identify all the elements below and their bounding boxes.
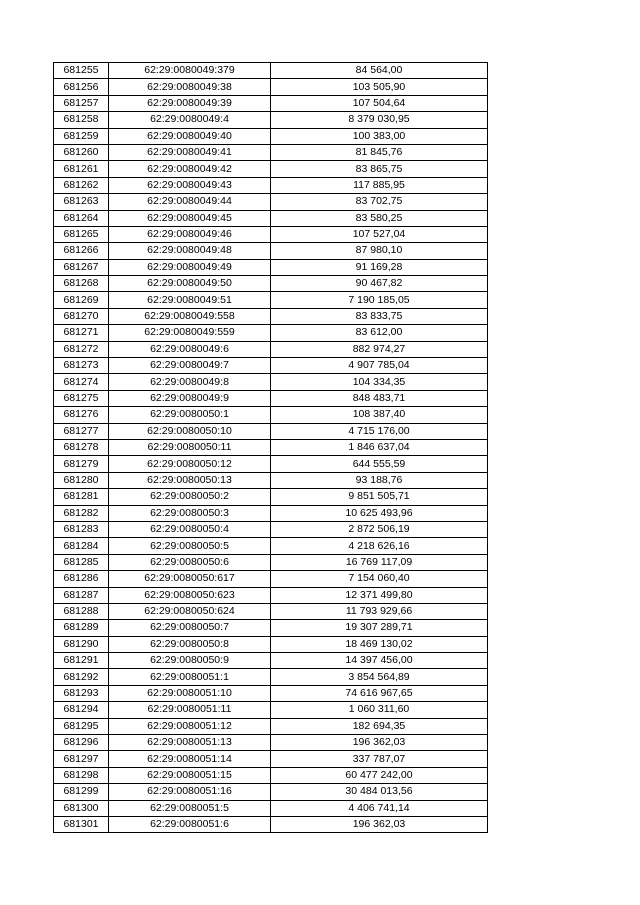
cadastral-value-cell: 4 715 176,00 [271,423,488,439]
row-number-cell: 681299 [54,784,109,800]
cadastral-number-cell: 62:29:0080050:10 [109,423,271,439]
row-number-cell: 681277 [54,423,109,439]
cadastral-value-cell: 117 885,95 [271,177,488,193]
table-row [54,79,488,95]
table-row [54,800,488,816]
row-number-cell: 681269 [54,292,109,308]
cadastral-value-cell: 107 527,04 [271,226,488,242]
row-number-cell: 681292 [54,669,109,685]
table-row [54,358,488,374]
cadastral-number-cell: 62:29:0080049:6 [109,341,271,357]
cadastral-number-cell: 62:29:0080051:11 [109,702,271,718]
row-number-cell: 681290 [54,636,109,652]
table-row [54,735,488,751]
row-number-cell: 681287 [54,587,109,603]
cadastral-value-cell: 12 371 499,80 [271,587,488,603]
row-number-cell: 681300 [54,800,109,816]
table-row [54,128,488,144]
table-row [54,308,488,324]
cadastral-number-cell: 62:29:0080049:41 [109,144,271,160]
row-number-cell: 681297 [54,751,109,767]
row-number-cell: 681280 [54,472,109,488]
table-row [54,374,488,390]
row-number-cell: 681261 [54,161,109,177]
cadastral-number-cell: 62:29:0080050:13 [109,472,271,488]
cadastral-number-cell: 62:29:0080049:48 [109,243,271,259]
table-row [54,161,488,177]
cadastral-value-cell: 19 307 289,71 [271,620,488,636]
cadastral-number-cell: 62:29:0080050:4 [109,521,271,537]
table-row [54,587,488,603]
cadastral-number-cell: 62:29:0080051:5 [109,800,271,816]
row-number-cell: 681268 [54,276,109,292]
table-row [54,554,488,570]
cadastral-value-cell: 107 504,64 [271,95,488,111]
cadastral-value-cell: 196 362,03 [271,816,488,832]
row-number-cell: 681278 [54,439,109,455]
table-row [54,292,488,308]
cadastral-number-cell: 62:29:0080049:43 [109,177,271,193]
cadastral-number-cell: 62:29:0080050:624 [109,603,271,619]
table-row [54,489,488,505]
cadastral-number-cell: 62:29:0080051:15 [109,767,271,783]
table-row [54,767,488,783]
cadastral-value-cell: 91 169,28 [271,259,488,275]
cadastral-number-cell: 62:29:0080050:5 [109,538,271,554]
table-body [54,63,488,833]
table-row [54,571,488,587]
row-number-cell: 681301 [54,816,109,832]
cadastral-value-cell: 18 469 130,02 [271,636,488,652]
row-number-cell: 681262 [54,177,109,193]
row-number-cell: 681263 [54,194,109,210]
table-row [54,685,488,701]
cadastral-number-cell: 62:29:0080050:623 [109,587,271,603]
cadastral-number-cell: 62:29:0080049:558 [109,308,271,324]
cadastral-number-cell: 62:29:0080051:10 [109,685,271,701]
cadastral-number-cell: 62:29:0080049:46 [109,226,271,242]
cadastral-number-cell: 62:29:0080049:42 [109,161,271,177]
cadastral-number-cell: 62:29:0080050:3 [109,505,271,521]
row-number-cell: 681282 [54,505,109,521]
row-number-cell: 681298 [54,767,109,783]
cadastral-number-cell: 62:29:0080050:8 [109,636,271,652]
row-number-cell: 681286 [54,571,109,587]
row-number-cell: 681284 [54,538,109,554]
cadastral-number-cell: 62:29:0080049:45 [109,210,271,226]
row-number-cell: 681276 [54,407,109,423]
row-number-cell: 681296 [54,735,109,751]
cadastral-value-cell: 848 483,71 [271,390,488,406]
row-number-cell: 681257 [54,95,109,111]
table-row [54,423,488,439]
table-row [54,636,488,652]
cadastral-number-cell: 62:29:0080051:6 [109,816,271,832]
table-row [54,407,488,423]
row-number-cell: 681265 [54,226,109,242]
table-row [54,603,488,619]
cadastral-value-cell: 30 484 013,56 [271,784,488,800]
table-row [54,112,488,128]
row-number-cell: 681258 [54,112,109,128]
cadastral-value-cell: 93 188,76 [271,472,488,488]
cadastral-number-cell: 62:29:0080049:7 [109,358,271,374]
cadastral-number-cell: 62:29:0080050:6 [109,554,271,570]
row-number-cell: 681289 [54,620,109,636]
row-number-cell: 681285 [54,554,109,570]
row-number-cell: 681273 [54,358,109,374]
cadastral-value-cell: 882 974,27 [271,341,488,357]
cadastral-value-cell: 182 694,35 [271,718,488,734]
table-row [54,325,488,341]
cadastral-number-cell: 62:29:0080051:14 [109,751,271,767]
cadastral-value-cell: 4 218 626,16 [271,538,488,554]
cadastral-number-cell: 62:29:0080050:617 [109,571,271,587]
table-row [54,226,488,242]
table-row [54,144,488,160]
table-row [54,702,488,718]
row-number-cell: 681267 [54,259,109,275]
table-row [54,718,488,734]
cadastral-value-cell: 14 397 456,00 [271,653,488,669]
row-number-cell: 681279 [54,456,109,472]
row-number-cell: 681272 [54,341,109,357]
cadastral-value-cell: 81 845,76 [271,144,488,160]
cadastral-value-cell: 83 833,75 [271,308,488,324]
cadastral-value-cell: 83 580,25 [271,210,488,226]
table-row [54,472,488,488]
cadastral-value-cell: 87 980,10 [271,243,488,259]
row-number-cell: 681264 [54,210,109,226]
cadastral-value-cell: 83 702,75 [271,194,488,210]
table-row [54,259,488,275]
cadastral-number-cell: 62:29:0080049:559 [109,325,271,341]
row-number-cell: 681281 [54,489,109,505]
cadastral-value-cell: 83 612,00 [271,325,488,341]
cadastral-value-cell: 4 406 741,14 [271,800,488,816]
row-number-cell: 681260 [54,144,109,160]
cadastral-number-cell: 62:29:0080049:9 [109,390,271,406]
row-number-cell: 681255 [54,63,109,79]
cadastral-value-cell: 1 846 637,04 [271,439,488,455]
cadastral-value-cell: 4 907 785,04 [271,358,488,374]
row-number-cell: 681275 [54,390,109,406]
cadastral-number-cell: 62:29:0080050:12 [109,456,271,472]
cadastral-value-cell: 84 564,00 [271,63,488,79]
row-number-cell: 681293 [54,685,109,701]
cadastral-value-cell: 8 379 030,95 [271,112,488,128]
cadastral-value-cell: 1 060 311,60 [271,702,488,718]
cadastral-number-cell: 62:29:0080049:4 [109,112,271,128]
cadastral-number-cell: 62:29:0080050:2 [109,489,271,505]
cadastral-number-cell: 62:29:0080050:1 [109,407,271,423]
cadastral-number-cell: 62:29:0080049:49 [109,259,271,275]
table-row [54,341,488,357]
table-row [54,95,488,111]
cadastral-value-cell: 104 334,35 [271,374,488,390]
cadastral-number-cell: 62:29:0080051:1 [109,669,271,685]
table-row [54,505,488,521]
row-number-cell: 681291 [54,653,109,669]
cadastral-number-cell: 62:29:0080049:50 [109,276,271,292]
cadastral-number-cell: 62:29:0080049:379 [109,63,271,79]
table-row [54,538,488,554]
cadastral-value-cell: 11 793 929,66 [271,603,488,619]
table-row [54,669,488,685]
table-row [54,653,488,669]
cadastral-number-cell: 62:29:0080049:51 [109,292,271,308]
cadastral-value-cell: 7 190 185,05 [271,292,488,308]
cadastral-value-cell: 3 854 564,89 [271,669,488,685]
cadastral-value-cell: 337 787,07 [271,751,488,767]
cadastral-number-cell: 62:29:0080049:44 [109,194,271,210]
table-row [54,243,488,259]
cadastral-number-cell: 62:29:0080049:40 [109,128,271,144]
cadastral-number-cell: 62:29:0080049:38 [109,79,271,95]
table-row [54,194,488,210]
cadastral-value-cell: 90 467,82 [271,276,488,292]
row-number-cell: 681259 [54,128,109,144]
row-number-cell: 681270 [54,308,109,324]
table-row [54,751,488,767]
row-number-cell: 681294 [54,702,109,718]
cadastral-value-cell: 103 505,90 [271,79,488,95]
row-number-cell: 681256 [54,79,109,95]
cadastral-value-cell: 100 383,00 [271,128,488,144]
cadastral-value-cell: 196 362,03 [271,735,488,751]
cadastral-value-cell: 74 616 967,65 [271,685,488,701]
table-row [54,521,488,537]
cadastral-number-cell: 62:29:0080049:39 [109,95,271,111]
table-row [54,456,488,472]
cadastral-number-cell: 62:29:0080051:12 [109,718,271,734]
cadastral-number-cell: 62:29:0080051:13 [109,735,271,751]
cadastral-number-cell: 62:29:0080050:9 [109,653,271,669]
row-number-cell: 681266 [54,243,109,259]
row-number-cell: 681274 [54,374,109,390]
row-number-cell: 681295 [54,718,109,734]
cadastral-value-cell: 9 851 505,71 [271,489,488,505]
table-row [54,177,488,193]
table-row [54,816,488,832]
row-number-cell: 681283 [54,521,109,537]
cadastral-number-cell: 62:29:0080050:11 [109,439,271,455]
cadastral-number-cell: 62:29:0080050:7 [109,620,271,636]
cadastral-number-cell: 62:29:0080049:8 [109,374,271,390]
table-row [54,439,488,455]
cadastral-value-cell: 16 769 117,09 [271,554,488,570]
cadastral-value-cell: 10 625 493,96 [271,505,488,521]
cadastral-value-table [53,62,488,833]
cadastral-number-cell: 62:29:0080051:16 [109,784,271,800]
cadastral-value-cell: 644 555,59 [271,456,488,472]
cadastral-value-cell: 60 477 242,00 [271,767,488,783]
table-row [54,784,488,800]
table-row [54,210,488,226]
table-row [54,63,488,79]
row-number-cell: 681271 [54,325,109,341]
row-number-cell: 681288 [54,603,109,619]
cadastral-value-cell: 2 872 506,19 [271,521,488,537]
cadastral-value-cell: 83 865,75 [271,161,488,177]
cadastral-value-cell: 7 154 060,40 [271,571,488,587]
table-row [54,390,488,406]
table-row [54,276,488,292]
table-row [54,620,488,636]
cadastral-value-cell: 108 387,40 [271,407,488,423]
